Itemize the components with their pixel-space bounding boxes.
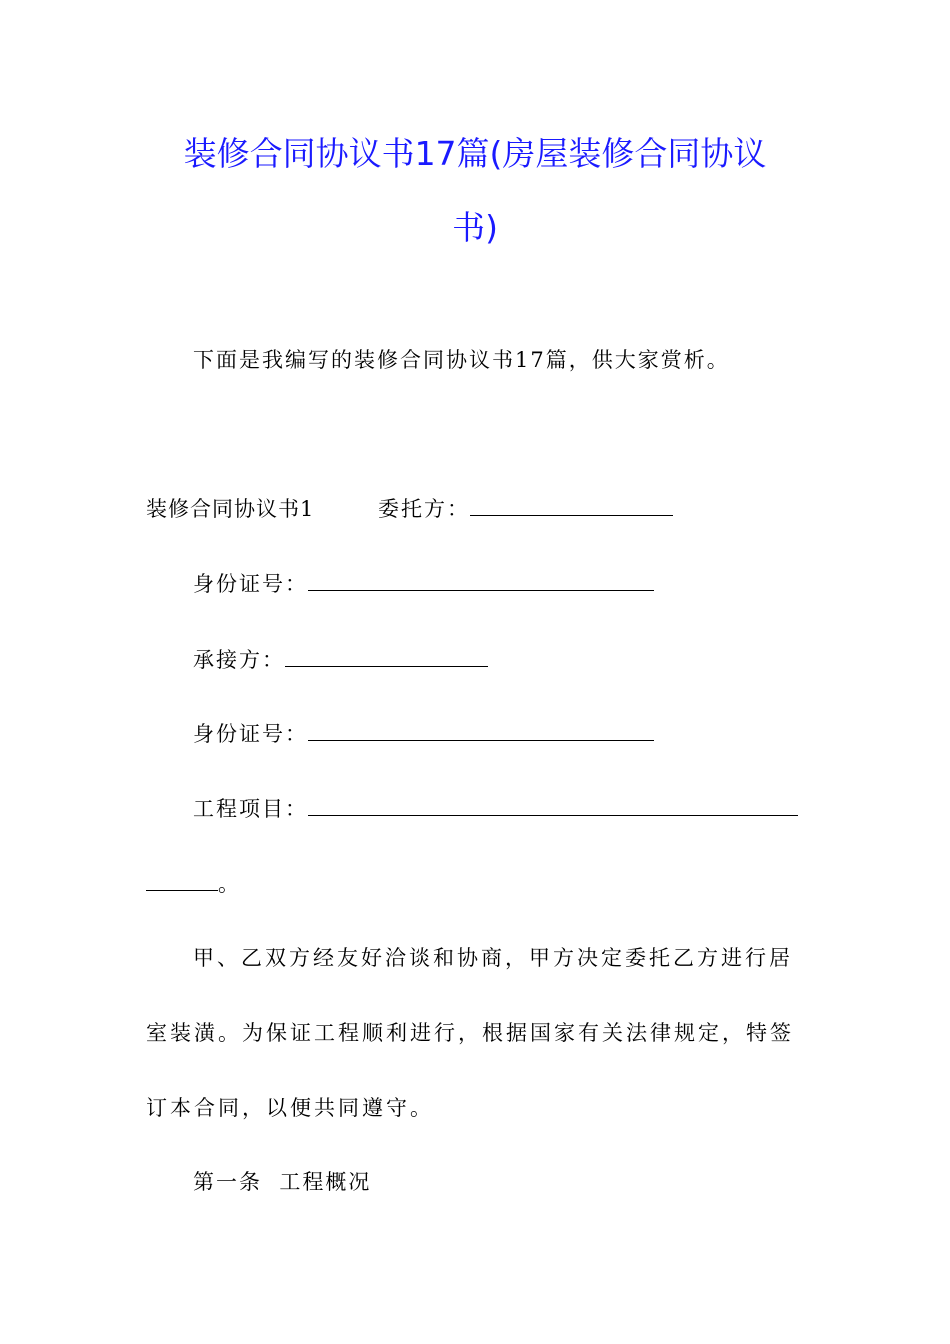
project-blank-continued: [146, 870, 218, 891]
project-end-mark: 。: [218, 872, 241, 896]
client-blank: [470, 495, 673, 516]
section-heading: 装修合同协议书1: [146, 497, 315, 521]
contractor-label: 承接方：: [193, 648, 285, 672]
contractor-id-label: 身份证号：: [193, 722, 308, 746]
client-label: 委托方：: [378, 497, 470, 521]
article-1-heading: 第一条 工程概况: [193, 1170, 372, 1194]
contractor-field: [193, 646, 488, 674]
project-field: [193, 795, 798, 823]
client-id-label: 身份证号：: [193, 572, 308, 596]
paragraph-line-1: 甲、乙双方经友好洽谈和协商，甲方决定委托乙方进行居: [193, 946, 793, 970]
document-title-line-2: 书): [452, 208, 498, 247]
paragraph-line-3: 订本合同，以便共同遵守。: [146, 1096, 434, 1120]
project-label: 工程项目：: [193, 797, 308, 821]
paragraph-line-2: 室装潢。为保证工程顺利进行，根据国家有关法律规定，特签: [146, 1021, 794, 1045]
intro-text: 下面是我编写的装修合同协议书17篇，供大家赏析。: [193, 348, 730, 372]
contractor-id-field: [193, 720, 654, 748]
client-id-blank: [308, 570, 654, 591]
client-field: [378, 495, 673, 523]
document-title-line-1: 装修合同协议书17篇(房屋装修合同协议: [183, 134, 767, 173]
client-id-field: [193, 570, 654, 598]
project-blank: [308, 795, 798, 816]
contractor-blank: [285, 646, 488, 667]
contractor-id-blank: [308, 720, 654, 741]
project-field-continued: [146, 870, 241, 898]
